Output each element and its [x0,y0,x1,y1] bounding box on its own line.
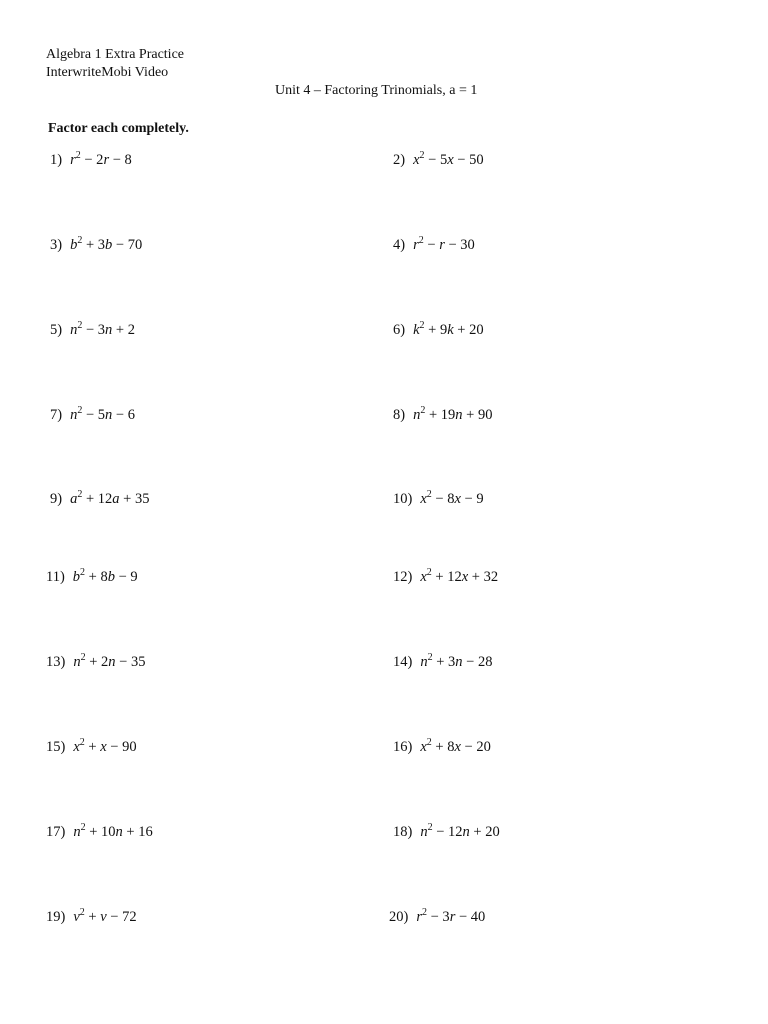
instructions: Factor each completely. [48,121,189,136]
expression-terms: + 12a + 35 [82,491,150,507]
problem-item [389,909,485,926]
exponent: 2 [420,405,426,416]
problem-expression [416,909,485,925]
exponent: 2 [77,489,83,500]
problem-item [393,824,500,841]
variable: n [420,654,428,670]
problem-expression [73,739,136,755]
problem-number: 7) [50,407,63,423]
variable: n [70,322,78,338]
problem-item [46,824,153,841]
variable: n [413,407,421,423]
exponent: 2 [418,235,424,246]
variable: a [70,491,78,507]
problem-number: 13) [46,654,66,670]
variable: x [420,491,427,507]
problem-expression [413,407,492,423]
expression-terms: + 3n − 28 [432,654,493,670]
exponent: 2 [79,737,85,748]
problem-number: 1) [50,152,63,168]
problem-expression [413,322,484,338]
exponent: 2 [80,567,86,578]
problem-item [50,152,132,169]
exponent: 2 [426,489,432,500]
expression-terms: − 5n − 6 [82,407,135,423]
expression-terms: + 19n + 90 [425,407,493,423]
variable: n [73,654,81,670]
problem-number: 8) [393,407,406,423]
problem-expression [420,491,483,507]
problem-item [393,654,492,671]
exponent: 2 [419,320,425,331]
exponent: 2 [75,150,81,161]
problem-number: 9) [50,491,63,507]
problem-number: 19) [46,909,66,925]
variable: n [70,407,78,423]
problem-item [46,909,137,926]
problem-item [46,739,137,756]
problem-item [46,569,138,586]
exponent: 2 [77,320,83,331]
problem-number: 18) [393,824,413,840]
problem-item [46,654,145,671]
problem-expression [413,237,475,253]
exponent: 2 [77,405,83,416]
expression-terms: − r − 30 [423,237,475,253]
worksheet-video-source: InterwriteMobi Video [46,65,169,80]
exponent: 2 [426,567,432,578]
variable: k [413,322,420,338]
exponent: 2 [80,822,86,833]
variable: v [73,909,80,925]
expression-terms: + 8x − 20 [431,739,491,755]
expression-terms: − 5x − 50 [424,152,484,168]
problem-expression [70,491,149,507]
problem-item [393,491,484,508]
expression-terms: + v − 72 [84,909,137,925]
expression-terms: + 8b − 9 [85,569,138,585]
problem-expression [70,152,132,168]
exponent: 2 [80,652,86,663]
problem-item [393,152,484,169]
problem-item [393,237,475,254]
problem-item [393,739,491,756]
variable: x [413,152,420,168]
problem-number: 15) [46,739,66,755]
problem-number: 10) [393,491,413,507]
exponent: 2 [427,652,433,663]
variable: r [413,237,419,253]
problem-item [50,322,135,339]
problem-expression [420,569,498,585]
expression-terms: − 3r − 40 [427,909,486,925]
variable: n [73,824,81,840]
problem-number: 12) [393,569,413,585]
problem-number: 6) [393,322,406,338]
variable: r [70,152,76,168]
exponent: 2 [79,907,85,918]
problem-expression [70,407,135,423]
problem-number: 16) [393,739,413,755]
problem-item [50,407,135,424]
expression-terms: + 10n + 16 [85,824,153,840]
variable: r [416,909,422,925]
problem-number: 14) [393,654,413,670]
problem-item [393,569,498,586]
variable: b [72,569,81,585]
unit-title: Unit 4 – Factoring Trinomials, a = 1 [275,83,478,98]
problem-number: 11) [46,569,65,585]
problem-expression [73,654,145,670]
worksheet-course-title: Algebra 1 Extra Practice [46,47,184,62]
exponent: 2 [77,235,83,246]
exponent: 2 [427,822,433,833]
problem-expression [73,569,138,585]
variable: b [70,237,78,253]
problem-expression [413,152,484,168]
problem-number: 2) [393,152,406,168]
expression-terms: − 3n + 2 [82,322,135,338]
problem-number: 3) [50,237,63,253]
problem-expression [420,654,492,670]
problem-expression [73,909,136,925]
problem-item [50,491,149,508]
variable: x [420,569,427,585]
problem-item [393,407,492,424]
problem-expression [420,739,491,755]
exponent: 2 [426,737,432,748]
expression-terms: + 12x + 32 [431,569,499,585]
problem-number: 5) [50,322,63,338]
problem-number: 4) [393,237,406,253]
exponent: 2 [419,150,425,161]
variable: x [73,739,80,755]
variable: n [420,824,428,840]
problem-number: 20) [389,909,409,925]
problem-item [393,322,484,339]
problem-number: 17) [46,824,66,840]
problem-item [50,237,142,254]
expression-terms: + 3b − 70 [82,237,143,253]
expression-terms: − 12n + 20 [432,824,500,840]
expression-terms: − 2r − 8 [80,152,132,168]
variable: x [420,739,427,755]
problem-expression [70,237,142,253]
problem-expression [73,824,152,840]
expression-terms: + x − 90 [84,739,137,755]
problem-expression [420,824,499,840]
expression-terms: − 8x − 9 [431,491,484,507]
expression-terms: + 2n − 35 [85,654,146,670]
problem-expression [70,322,135,338]
expression-terms: + 9k + 20 [424,322,484,338]
exponent: 2 [422,907,427,918]
